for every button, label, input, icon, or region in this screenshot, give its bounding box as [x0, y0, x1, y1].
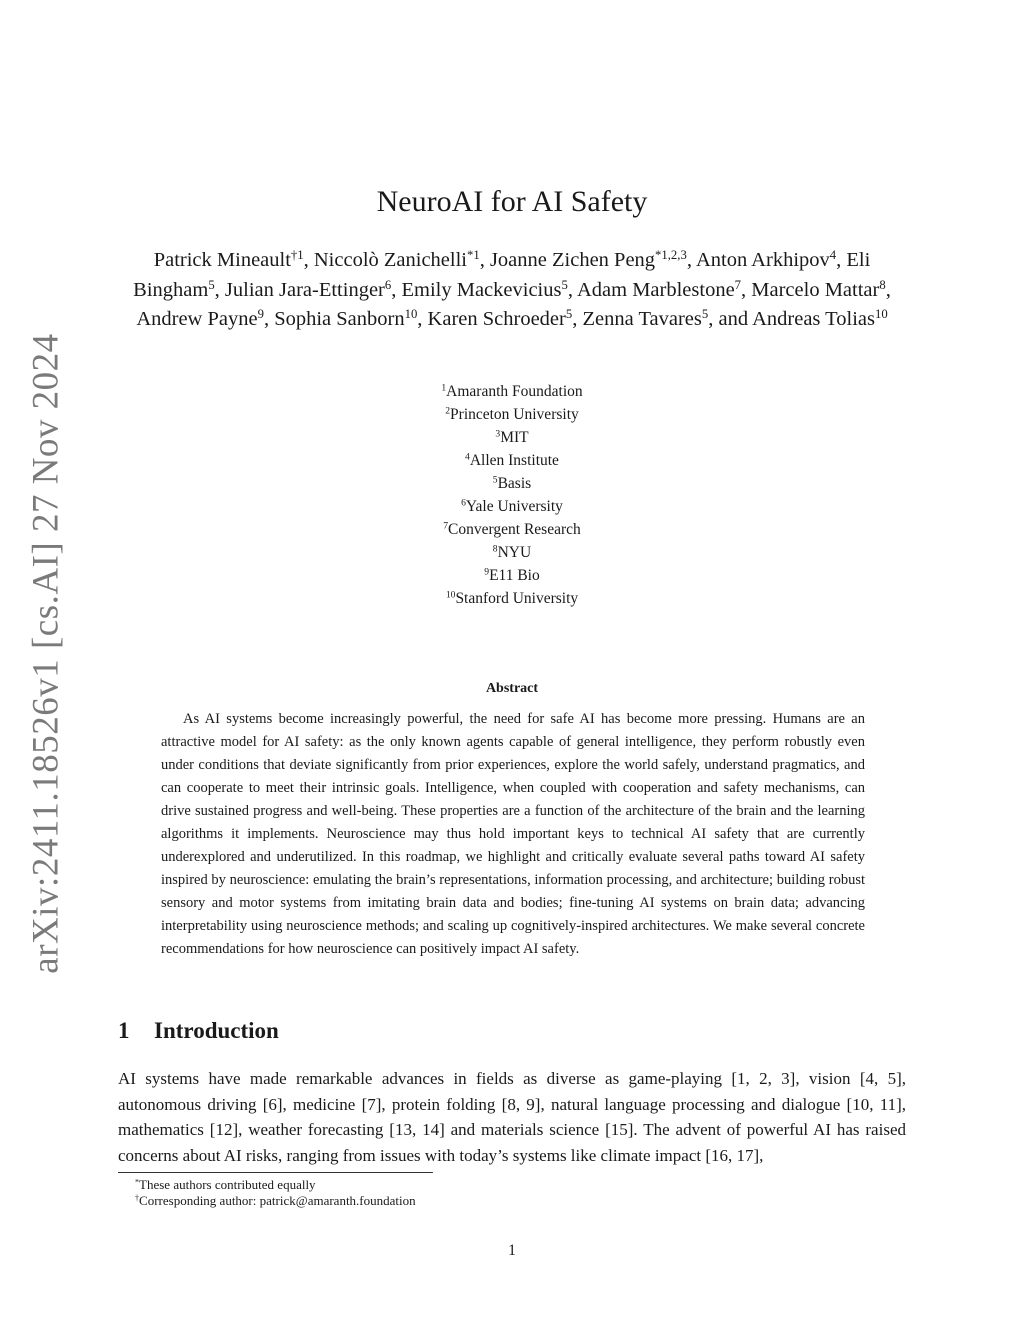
- section-heading-introduction: [118, 1018, 279, 1044]
- author: [225, 279, 402, 301]
- author-separator: ,: [836, 249, 847, 271]
- footnote: [135, 1177, 416, 1193]
- author-name: Karen Schroeder: [427, 308, 566, 330]
- author-affiliation-mark: 5: [561, 277, 568, 292]
- affiliation-name: Convergent Research: [448, 521, 581, 538]
- author: [274, 308, 427, 330]
- affiliation: [0, 587, 1024, 610]
- author-affiliation-mark: 5: [208, 277, 215, 292]
- author-separator: ,: [214, 278, 225, 301]
- affiliation-number: 7: [443, 520, 449, 532]
- affiliation: [0, 564, 1024, 587]
- author-name: Niccolò Zanichelli: [313, 249, 467, 271]
- author: [751, 279, 891, 301]
- affiliation-name: Yale University: [465, 498, 563, 515]
- affiliation-name: Amaranth Foundation: [446, 383, 583, 400]
- author-name: Anton Arkhipov: [695, 249, 830, 271]
- affiliation-name: Princeton University: [450, 406, 579, 423]
- footnote-text: Corresponding author: patrick@amaranth.foundation: [139, 1193, 416, 1208]
- author: [402, 279, 577, 301]
- author-name: Patrick Mineault: [153, 249, 291, 271]
- author-separator: ,: [391, 278, 402, 301]
- author: [577, 279, 751, 301]
- section-title: Introduction: [154, 1018, 279, 1043]
- author-separator: ,: [741, 278, 752, 301]
- author: [696, 249, 846, 271]
- author-affiliation-mark: *1: [467, 248, 480, 263]
- author: [752, 308, 888, 330]
- paper-title: NeuroAI for AI Safety: [376, 185, 648, 218]
- author-name: Joanne Zichen Peng: [489, 249, 656, 271]
- author: [582, 308, 752, 330]
- affiliation-number: 1: [441, 382, 447, 394]
- author-affiliation-mark: 10: [404, 307, 418, 322]
- affiliation: [0, 541, 1024, 564]
- author-name: Adam Marblestone: [576, 278, 735, 301]
- affiliation: [0, 495, 1024, 518]
- footnotes: [135, 1177, 416, 1209]
- affiliation: [0, 380, 1024, 403]
- author-name: Marcelo Mattar: [751, 278, 880, 301]
- affiliation-number: 2: [445, 405, 451, 417]
- author-affiliation-mark: 9: [257, 307, 264, 322]
- affiliation-name: Stanford University: [455, 590, 579, 607]
- author: [490, 249, 696, 271]
- author-name: Andrew Payne: [136, 308, 258, 330]
- author: [314, 249, 490, 271]
- footnote: [135, 1193, 416, 1209]
- author-separator: ,: [263, 308, 275, 330]
- affiliation-name: Basis: [497, 475, 532, 492]
- author-affiliation-mark: 5: [565, 307, 573, 322]
- affiliation: [0, 472, 1024, 495]
- author-separator: ,: [686, 249, 696, 271]
- author: [154, 249, 314, 271]
- author-affiliation-mark: 5: [701, 307, 709, 322]
- author-name: Julian Jara-Ettinger: [224, 278, 385, 301]
- affiliation-name: MIT: [500, 429, 529, 446]
- author-affiliation-mark: †1: [290, 248, 304, 263]
- introduction-paragraph: AI systems have made remarkable advances in fields as diverse as game-playing [1, 2, 3], vision [4, 5], autonomous driving [6], medicine [7], protein folding [8, 9], natural language processing and dialogue [10, 11], mathematics [12], weather forecasting [13, 14] and materials science [15]. The advent of powerful AI has raised concerns about AI risks, ranging from issues with today’s systems like climate impact [16, 17],: [118, 1069, 906, 1165]
- abstract-heading: Abstract: [485, 681, 539, 696]
- author-separator: ,: [885, 278, 891, 301]
- affiliation-number: 9: [484, 566, 490, 578]
- footnote-rule: [118, 1172, 433, 1173]
- footnote-mark: *: [135, 1177, 140, 1187]
- author-affiliation-mark: 10: [874, 307, 888, 322]
- author-name: Sophia Sanborn: [274, 308, 405, 330]
- page-number: 1: [508, 1242, 516, 1259]
- affiliation-number: 4: [465, 451, 470, 463]
- author-name: Andreas Tolias: [752, 308, 875, 330]
- author-name: Zenna Tavares: [582, 308, 702, 330]
- abstract-body: As AI systems become increasingly powerful, the need for safe AI has become more pressing. Humans are an attractive model for AI safety: as the only known agents capable of general intelligence, they perform robustly even under conditions that deviate significantly from prior experiences, explore the world safely, understand pragmatics, and can cooperate to meet their intrinsic goals. Intelligence, when coupled with cooperation and safety mechanisms, can drive sustained progress and well-being. These properties are a function of the architecture of the brain and the learning algorithms it implements. Neuroscience may thus hold important keys to technical AI safety that are currently underexplored and underutilized. In this roadmap, we highlight and critically evaluate several paths toward AI safety inspired by neuroscience: emulating the brain’s representations, information processing, and architecture; building robust sensory and motor systems from imitating brain data and bodies; fine-tuning AI systems on brain data; advancing interpretability using neuroscience methods; and scaling up cognitively-inspired architectures. We make several concrete recommendations for how neuroscience can positively impact AI safety.: [161, 711, 865, 957]
- affiliation: [0, 403, 1024, 426]
- author-separator: ,: [567, 278, 577, 301]
- author-affiliation-mark: 6: [384, 277, 392, 292]
- author-separator: ,: [479, 249, 490, 271]
- affiliation-name: E11 Bio: [489, 567, 540, 584]
- affiliation-number: 6: [461, 497, 466, 509]
- affiliation: [0, 426, 1024, 449]
- arxiv-identifier: arXiv:2411.18526v1 [cs.AI] 27 Nov 2024: [25, 332, 67, 974]
- affiliation-name: Allen Institute: [469, 452, 559, 469]
- affiliation-number: 5: [492, 474, 498, 486]
- author-name: Emily Mackevicius: [401, 278, 562, 301]
- author-name: Eli Bingham: [133, 249, 871, 301]
- author-affiliation-mark: 7: [734, 277, 742, 292]
- affiliation-number: 8: [492, 543, 498, 555]
- author-affiliation-mark: 4: [829, 248, 837, 263]
- author: [136, 308, 274, 330]
- author-separator: ,: [417, 308, 428, 330]
- author-affiliation-mark: *1,2,3: [655, 248, 687, 263]
- affiliation-list: [0, 380, 1024, 610]
- affiliation-number: 10: [445, 589, 456, 601]
- affiliation-number: 3: [495, 428, 501, 440]
- affiliation: [0, 518, 1024, 541]
- author-separator: ,: [303, 249, 314, 271]
- footnote-text: These authors contributed equally: [139, 1177, 316, 1192]
- author-affiliation-mark: 8: [879, 277, 886, 292]
- author-list: [118, 246, 906, 335]
- affiliation: [0, 449, 1024, 472]
- author-separator: , and: [708, 308, 753, 330]
- section-number: 1: [118, 1018, 130, 1043]
- author: [428, 308, 583, 330]
- footnote-mark: †: [135, 1193, 140, 1203]
- author-separator: ,: [572, 308, 583, 330]
- affiliation-name: NYU: [497, 544, 532, 561]
